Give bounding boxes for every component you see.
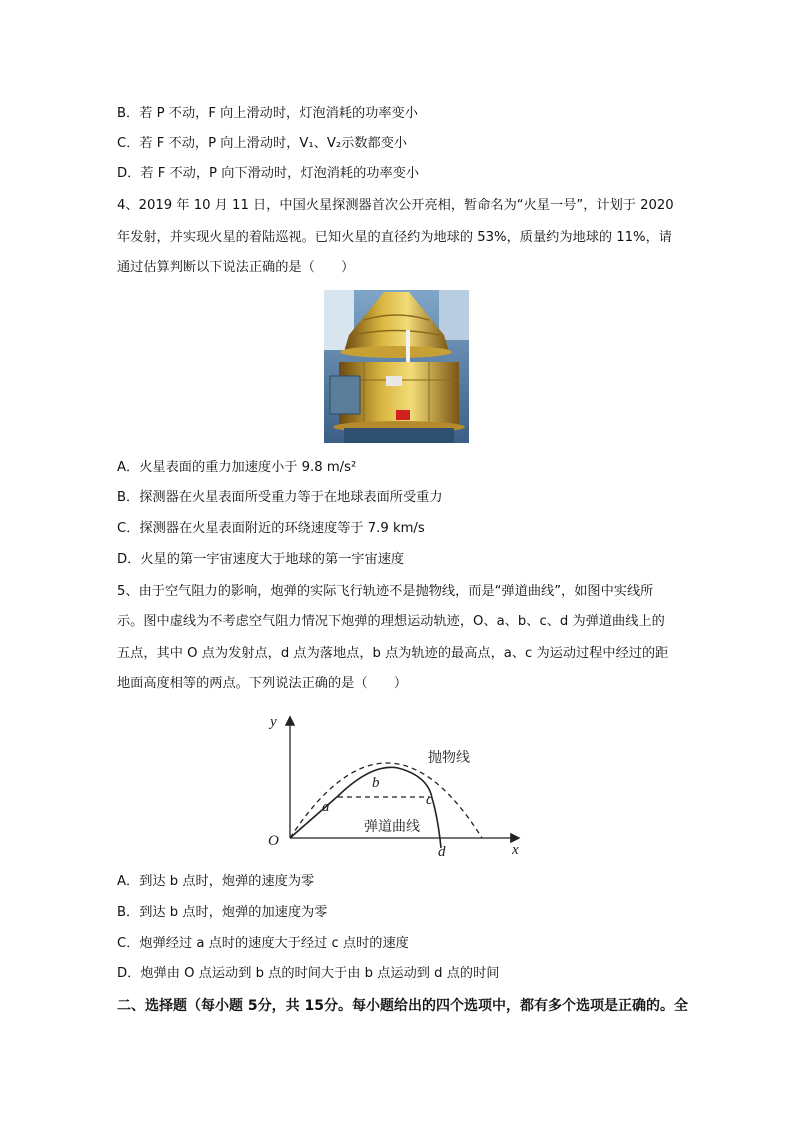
- q5-option-d: D．炮弹由 O 点运动到 b 点的时间大于由 b 点运动到 d 点的时间: [117, 966, 500, 981]
- q5-stem-line2: 示。图中虚线为不考虑空气阻力情况下炮弹的理想运动轨迹，O、a、b、c、d 为弹道曲线上的: [117, 614, 665, 629]
- q4-option-d: D．火星的第一宇宙速度大于地球的第一宇宙速度: [117, 552, 405, 567]
- q5-stem-line3: 五点，其中 O 点为发射点，d 点为落地点，b 点为轨迹的最高点，a、c 为运动过程中经过的距: [117, 646, 669, 661]
- q4-option-b: B．探测器在火星表面所受重力等于在地球表面所受重力: [117, 490, 443, 505]
- q4-stem-line2: 年发射，并实现火星的着陆巡视。已知火星的直径约为地球的 53%，质量约为地球的 11%，请: [117, 230, 672, 245]
- origin-label: O: [268, 833, 279, 849]
- axis-label-x: x: [512, 842, 519, 858]
- q4-option-a: A．火星表面的重力加速度小于 9.8 m/s²: [117, 460, 357, 475]
- q3-option-b: B．若 P 不动，F 向上滑动时，灯泡消耗的功率变小: [117, 106, 418, 121]
- q5-option-a: A．到达 b 点时，炮弹的速度为零: [117, 874, 315, 889]
- section-2-heading: 二、选择题（每小题 5分，共 15分。每小题给出的四个选项中，都有多个选项是正确的。全: [117, 998, 688, 1014]
- q5-option-c: C．炮弹经过 a 点时的速度大于经过 c 点时的速度: [117, 936, 409, 951]
- point-c-label: c: [426, 792, 433, 808]
- q4-stem-line1: 4、2019 年 10 月 11 日，中国火星探测器首次公开亮相，暂命名为“火星一号”，计划于 2020: [117, 198, 674, 213]
- mars-probe-photo: [324, 290, 469, 443]
- parabola-label: 抛物线: [428, 750, 470, 766]
- q5-stem-line4: 地面高度相等的两点。下列说法正确的是（ ）: [117, 676, 408, 691]
- point-b-label: b: [372, 775, 380, 791]
- q3-option-d: D．若 F 不动，P 向下滑动时，灯泡消耗的功率变小: [117, 166, 420, 181]
- point-a-label: a: [322, 799, 330, 815]
- q5-option-b: B．到达 b 点时，炮弹的加速度为零: [117, 905, 328, 920]
- ballistic-label: 弹道曲线: [364, 819, 420, 835]
- q3-option-c: C．若 F 不动，P 向上滑动时，V₁、V₂示数都变小: [117, 136, 408, 151]
- q5-stem-line1: 5、由于空气阻力的影响，炮弹的实际飞行轨迹不是抛物线，而是“弹道曲线”，如图中实线所: [117, 584, 654, 599]
- point-d-label: d: [438, 844, 446, 860]
- axis-label-y: y: [270, 714, 277, 730]
- trajectory-diagram: [260, 708, 540, 868]
- q4-stem-line3: 通过估算判断以下说法正确的是（ ）: [117, 260, 355, 275]
- q4-option-c: C．探测器在火星表面附近的环绕速度等于 7.9 km/s: [117, 521, 425, 536]
